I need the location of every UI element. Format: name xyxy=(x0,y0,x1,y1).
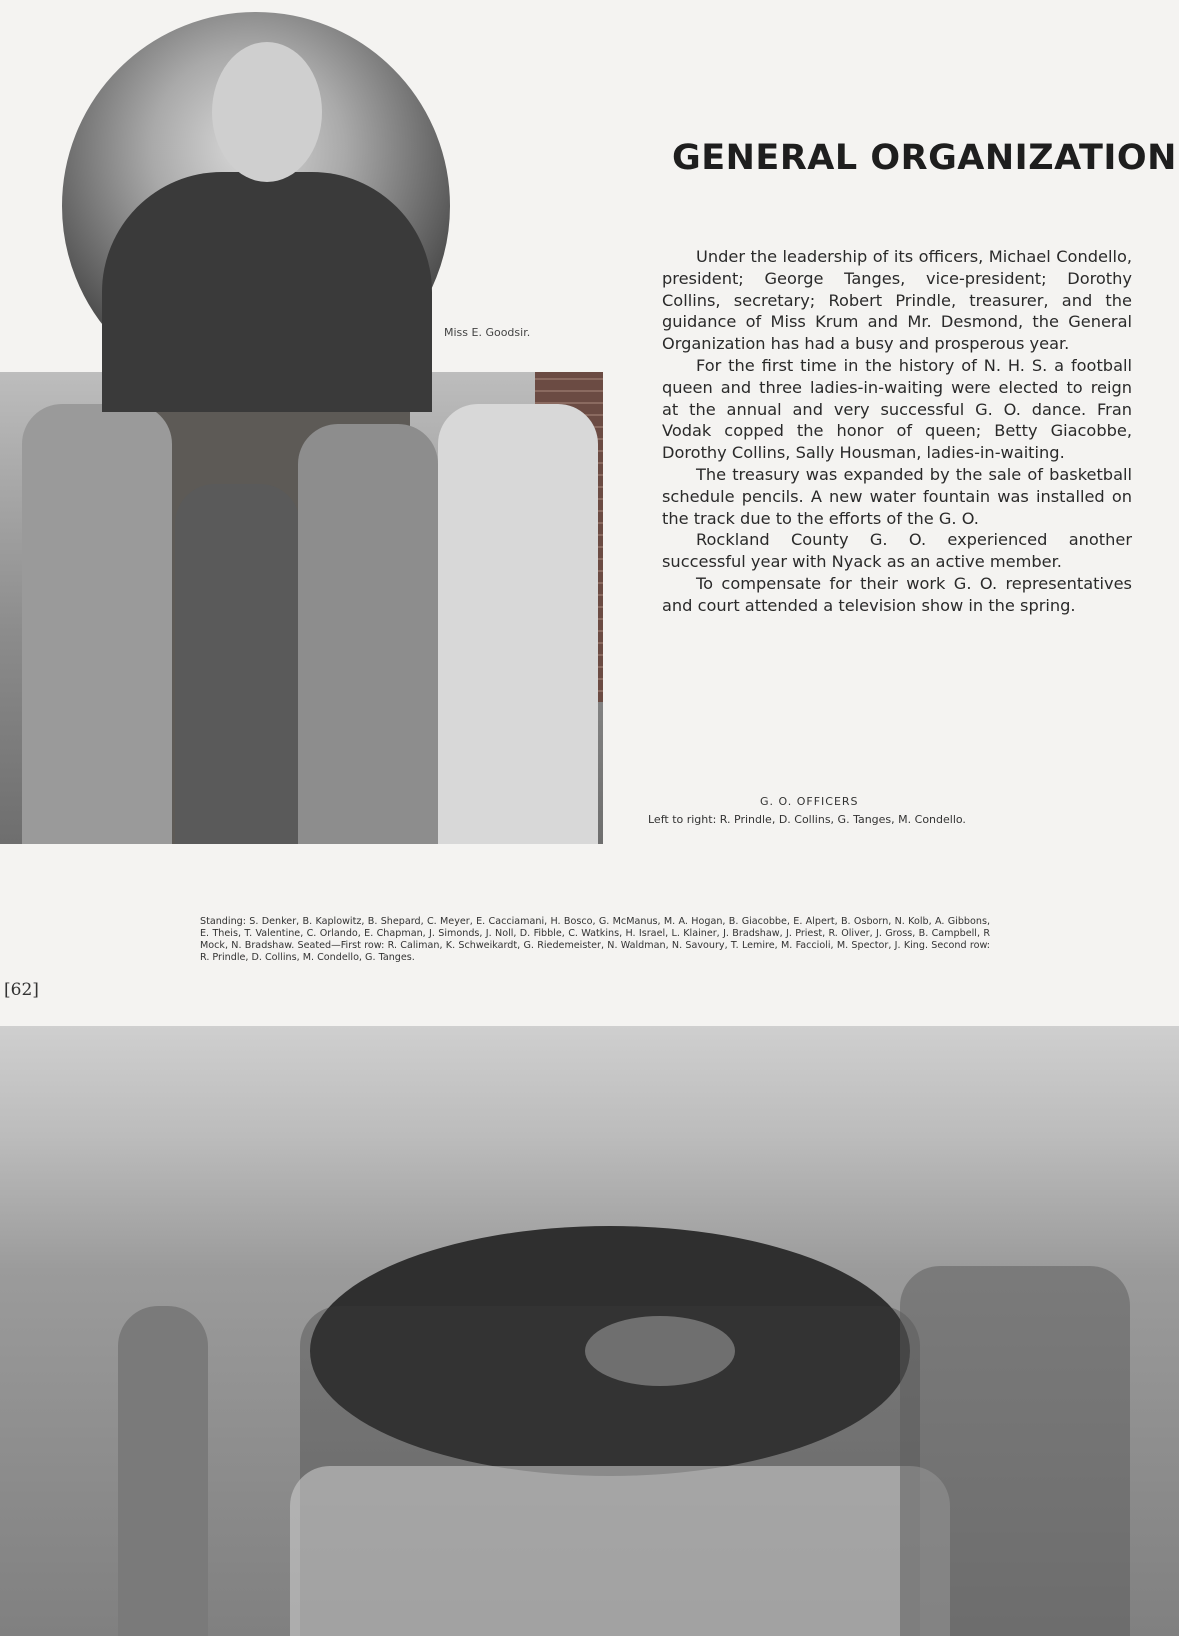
group-figures-seated xyxy=(290,1466,950,1636)
officer-figure xyxy=(438,404,598,844)
officer-figure xyxy=(175,484,300,844)
officer-figure xyxy=(298,424,438,844)
officers-caption-title: G. O. OFFICERS xyxy=(760,795,859,808)
group-figure xyxy=(118,1306,208,1636)
article-paragraph: For the first time in the history of N. H. S. a football queen and three ladies-in-waiting were elected to reign at the annual and very successful G. O. dance. Fran Vodak copped the honor of queen; Betty Giacobbe, Dorothy Collins, Sally Housman, ladies-in-waiting. xyxy=(662,355,1132,463)
portrait-photo xyxy=(58,8,454,404)
page-number: [62] xyxy=(4,980,39,1000)
article-paragraph: Under the leadership of its officers, Michael Condello, president; George Tanges, vice-president; Dorothy Collins, secretary; Robert Prindle, treasurer, and the guidance of Miss Krum and Mr. Desmond, the General Organization has had a busy and prosperous year. xyxy=(662,247,1132,354)
group-figures-right xyxy=(900,1266,1130,1636)
page-title: GENERAL ORGANIZATION xyxy=(672,138,1177,178)
portrait-figure-body xyxy=(102,172,432,412)
group-photo-caption: Standing: S. Denker, B. Kaplowitz, B. Shepard, C. Meyer, E. Cacciamani, H. Bosco, G. McManus, M. A. Hogan, B. Giacobbe, E. Alpert, B. Osborn, N. Kolb, A. Gibbons, E. Theis, T. Valentine, C. Orlando, E. Chapman, J. Simonds, J. Noll, D. Fibble, C. Watkins, H. Israel, L. Klainer, J. Bradshaw, J. Priest, R. Oliver, J. Gross, B. Campbell, R Mock, N. Bradshaw. Seated—First row: R. Caliman, K. Schweikardt, G. Riedemeister, N. Waldman, N. Savoury, T. Lemire, M. Faccioli, M. Spector, J. King. Second row: R. Prindle, D. Collins, M. Condello, G. Tanges. xyxy=(200,916,990,963)
portrait-caption: Miss E. Goodsir. xyxy=(444,326,531,339)
officer-figure xyxy=(22,404,172,844)
article-body xyxy=(662,246,1132,617)
officers-photo xyxy=(0,372,603,844)
article-paragraph: The treasury was expanded by the sale of basketball schedule pencils. A new water fountain was installed on the track due to the efforts of the G. O. xyxy=(662,464,1132,528)
article-paragraph: To compensate for their work G. O. representatives and court attended a television show in the spring. xyxy=(662,573,1132,615)
portrait-figure-head xyxy=(212,42,322,182)
article-paragraph: Rockland County G. O. experienced another successful year with Nyack as an active member. xyxy=(662,530,1132,572)
officers-caption-body: Left to right: R. Prindle, D. Collins, G. Tanges, M. Condello. xyxy=(648,813,966,826)
group-photo xyxy=(0,1026,1179,1636)
